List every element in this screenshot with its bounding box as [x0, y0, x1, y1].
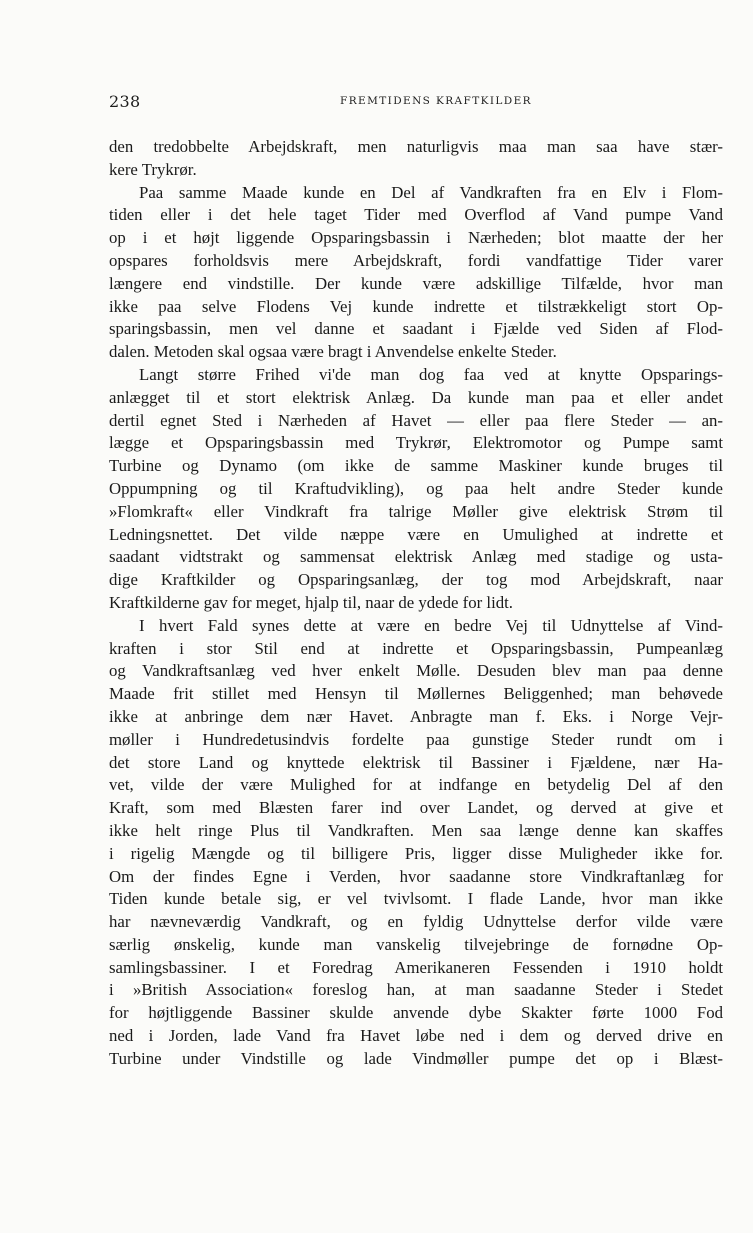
text-line: Maade frit stillet med Hensyn til Møllernes Beliggenhed; man behøvede [109, 684, 723, 704]
text-line: Oppumpning og til Kraftudvikling), og paa helt andre Steder kunde [109, 478, 723, 498]
text-line: ikke helt ringe Plus til Vandkraften. Men saa længe denne kan skaffes [109, 820, 723, 840]
body-text [109, 136, 723, 1071]
text-line: dertil egnet Sted i Nærheden af Havet — eller paa flere Steder — an- [109, 410, 723, 430]
text-line: dalen. Metoden skal ogsaa være bragt i Anvendelse enkelte Steder. [109, 342, 557, 362]
text-line: op i et højt liggende Opsparingsbassin i Nærheden; blot maatte der her [109, 228, 723, 248]
running-head: FREMTIDENS KRAFTKILDER [340, 95, 532, 107]
text-line: længere end vindstille. Der kunde være adskillige Tilfælde, hvor man [109, 273, 723, 293]
paragraph [109, 615, 723, 1071]
text-line: vet, vilde der være Mulighed for at indfange en betydelig Del af den [109, 775, 723, 795]
text-line: saadant vidtstrakt og sammensat elektrisk Anlæg med stadige og usta- [109, 547, 723, 567]
text-line: Kraft, som med Blæsten farer ind over Landet, og derved at give et [109, 798, 723, 818]
text-line: Turbine under Vindstille og lade Vindmøller pumpe det op i Blæst- [109, 1048, 723, 1068]
text-line: og Vandkraftsanlæg ved hver enkelt Mølle. Desuden blev man paa denne [109, 661, 723, 681]
text-line: dige Kraftkilder og Opsparingsanlæg, der tog mod Arbejdskraft, naar [109, 570, 723, 590]
text-line: anlægget til et stort elektrisk Anlæg. Da kunde man paa et eller andet [109, 387, 723, 407]
text-line: den tredobbelte Arbejdskraft, men naturligvis maa man saa have stær- [109, 137, 723, 156]
text-line: særlig ønskelig, kunde man vanskelig tilvejebringe de fornødne Op- [109, 934, 723, 954]
text-line: Langt større Frihed vi'de man dog faa ved at knytte Opsparings- [139, 364, 723, 384]
text-line: kraften i stor Stil end at indrette et Opsparingsbassin, Pumpeanlæg [109, 638, 723, 658]
text-line: I hvert Fald synes dette at være en bedre Vej til Udnyttelse af Vind- [139, 615, 723, 635]
text-line: »Flomkraft« eller Vindkraft fra talrige Møller give elektrisk Strøm til [109, 501, 723, 521]
page-header [109, 92, 723, 114]
text-line: Turbine og Dynamo (om ikke de samme Maskiner kunde bruges til [109, 456, 723, 476]
text-line: det store Land og knyttede elektrisk til Bassiner i Fjældene, nær Ha- [109, 752, 723, 772]
text-line: Ledningsnettet. Det vilde næppe være en Umulighed at indrette et [109, 524, 723, 544]
text-line: har nævneværdig Vandkraft, og en fyldig Udnyttelse derfor vilde være [109, 912, 723, 932]
paragraph [109, 364, 723, 615]
text-line: i rigelig Mængde og til billigere Pris, ligger disse Muligheder ikke for. [109, 843, 723, 863]
text-line: ikke paa selve Flodens Vej kunde indrette et tilstrækkeligt stort Op- [109, 296, 723, 316]
text-line: i »British Association« foreslog han, at man saadanne Steder i Stedet [109, 980, 723, 1000]
text-line: tiden eller i det hele taget Tider med Overflod af Vand pumpe Vand [109, 205, 723, 225]
text-line: ikke at anbringe dem nær Havet. Anbragte man f. Eks. i Norge Vejr- [109, 706, 723, 726]
text-line: Om der findes Egne i Verden, hvor saadanne store Vindkraftanlæg for [109, 866, 723, 886]
page-number: 238 [109, 92, 141, 111]
text-line: lægge et Opsparingsbassin med Trykrør, Elektromotor og Pumpe samt [109, 433, 723, 453]
text-line: Paa samme Maade kunde en Del af Vandkraften fra en Elv i Flom- [139, 182, 723, 202]
text-line: ned i Jorden, lade Vand fra Havet løbe ned i dem og derved drive en [109, 1026, 723, 1046]
text-line: møller i Hundredetusindvis fordelte paa gunstige Steder rundt om i [109, 729, 723, 749]
text-line: for højtliggende Bassiner skulde anvende dybe Skakter førte 1000 Fod [109, 1003, 723, 1023]
text-line: sparingsbassin, men vel danne et saadant i Fjælde ved Siden af Flod- [109, 319, 723, 339]
text-line: opspares forholdsvis mere Arbejdskraft, fordi vandfattige Tider varer [109, 250, 723, 270]
text-line: Kraftkilderne gav for meget, hjalp til, naar de ydede for lidt. [109, 592, 513, 612]
paragraph [109, 182, 723, 364]
text-line: kere Trykrør. [109, 159, 197, 179]
paragraph [109, 136, 723, 182]
text-line: Tiden kunde betale sig, er vel tvivlsomt. I flade Lande, hvor man ikke [109, 889, 723, 909]
text-line: samlingsbassiner. I et Foredrag Amerikaneren Fessenden i 1910 holdt [109, 957, 723, 977]
